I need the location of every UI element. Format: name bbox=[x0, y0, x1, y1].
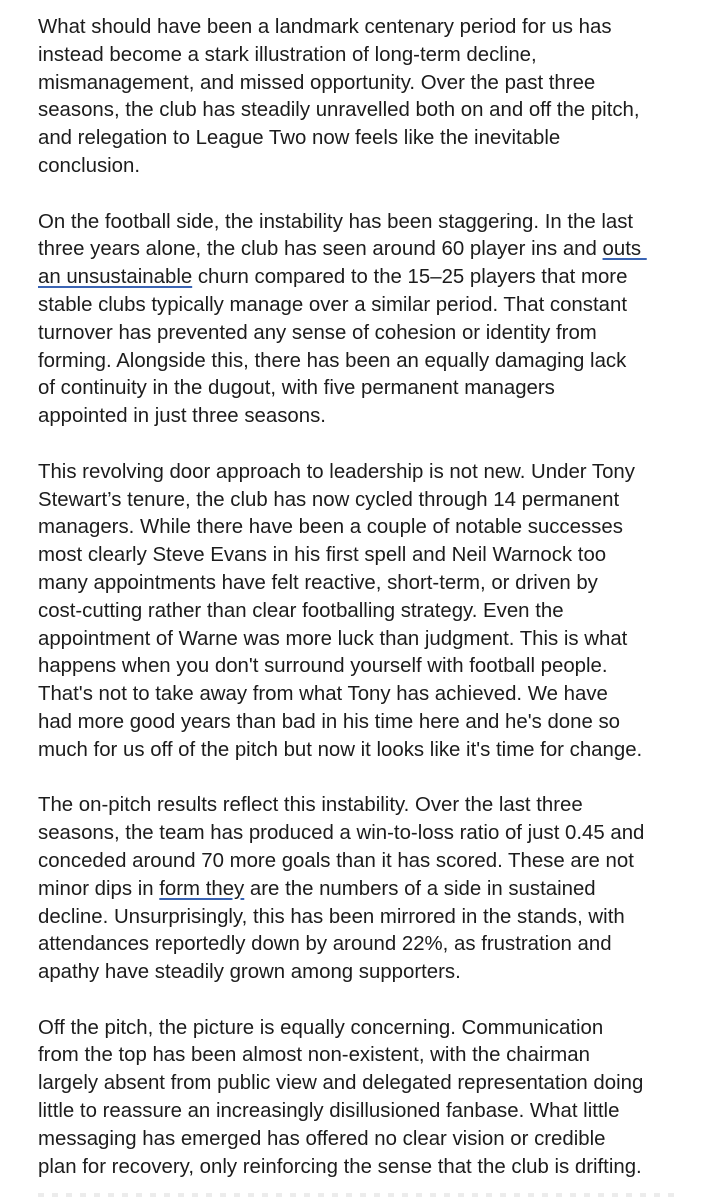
underlined-text: an unsustainable bbox=[38, 266, 193, 289]
cut-off-next-line bbox=[38, 1193, 678, 1200]
paragraph-1 bbox=[38, 14, 698, 181]
text-line: Stewart’s tenure, the club has now cycled through 14 permanent bbox=[38, 488, 620, 511]
text-line: appointed in just three seasons. bbox=[38, 405, 326, 428]
paragraph-2 bbox=[38, 209, 698, 431]
text-line: happens when you don't surround yourself with football people. bbox=[38, 655, 608, 678]
paragraph-5 bbox=[38, 1015, 698, 1182]
text-line: stable clubs typically manage over a similar period. That constant bbox=[38, 293, 627, 316]
text-line: appointment of Warne was more luck than judgment. This is what bbox=[38, 627, 628, 650]
text-line: This revolving door approach to leadership is not new. Under Tony bbox=[38, 460, 635, 483]
text-line: What should have been a landmark centenary period for us has bbox=[38, 16, 612, 38]
text-line: seasons, the club has steadily unravelled both on and off the pitch, bbox=[38, 99, 640, 122]
text-line: decline. Unsurprisingly, this has been mirrored in the stands, with bbox=[38, 905, 625, 928]
text-line: turnover has prevented any sense of cohesion or identity from bbox=[38, 321, 597, 344]
text-line bbox=[38, 236, 698, 264]
text-line: managers. While there have been a couple of notable successes bbox=[38, 516, 623, 539]
text-line: and relegation to League Two now feels like the inevitable bbox=[38, 127, 561, 150]
text-line: instead become a stark illustration of long-term decline, bbox=[38, 43, 537, 66]
text-line: attendances reportedly down by around 22%, as frustration and bbox=[38, 933, 612, 956]
text-line: of continuity in the dugout, with five permanent managers bbox=[38, 377, 555, 400]
text-line bbox=[38, 264, 698, 292]
text-segment: minor dips in bbox=[38, 877, 160, 900]
text-line: from the top has been almost non-existent, with the chairman bbox=[38, 1044, 590, 1067]
text-line: cost-cutting rather than clear footballing strategy. Even the bbox=[38, 599, 564, 622]
text-line: conceded around 70 more goals than it has scored. These are not bbox=[38, 849, 634, 872]
text-line: most clearly Steve Evans in his first spell and Neil Warnock too bbox=[38, 544, 607, 567]
document-body bbox=[38, 14, 698, 1181]
paragraph-3 bbox=[38, 459, 698, 765]
text-line: On the football side, the instability has been staggering. In the last bbox=[38, 210, 634, 233]
text-line: plan for recovery, only reinforcing the sense that the club is drifting. bbox=[38, 1155, 642, 1178]
text-segment: churn compared to the 15–25 players that more bbox=[192, 266, 628, 289]
underlined-text: outs bbox=[602, 238, 647, 261]
text-line: mismanagement, and missed opportunity. Over the past three bbox=[38, 71, 596, 94]
text-line: forming. Alongside this, there has been an equally damaging lack bbox=[38, 349, 627, 372]
paragraph-4 bbox=[38, 792, 698, 987]
text-line: conclusion. bbox=[38, 154, 141, 177]
text-line: That's not to take away from what Tony has achieved. We have bbox=[38, 683, 608, 706]
text-line: messaging has emerged has offered no clear vision or credible bbox=[38, 1127, 606, 1150]
text-line: many appointments have felt reactive, short-term, or driven by bbox=[38, 571, 598, 594]
text-segment: three years alone, the club has seen around 60 player ins and bbox=[38, 238, 603, 261]
cut-off-text-fragment bbox=[38, 1193, 678, 1197]
text-line: had more good years than bad in his time here and he's done so bbox=[38, 710, 621, 733]
text-segment: are the numbers of a side in sustained bbox=[244, 877, 596, 900]
underlined-text: form they bbox=[159, 877, 245, 900]
text-line bbox=[38, 876, 698, 904]
text-line: seasons, the team has produced a win-to-loss ratio of just 0.45 and bbox=[38, 822, 645, 845]
text-line: largely absent from public view and delegated representation doing bbox=[38, 1072, 644, 1095]
text-line: The on-pitch results reflect this instability. Over the last three bbox=[38, 794, 583, 817]
text-line: little to reassure an increasingly disillusioned fanbase. What little bbox=[38, 1100, 620, 1123]
text-line: Off the pitch, the picture is equally concerning. Communication bbox=[38, 1016, 604, 1039]
text-line: much for us off of the pitch but now it looks like it's time for change. bbox=[38, 738, 643, 761]
text-line: apathy have steadily grown among supporters. bbox=[38, 961, 461, 984]
